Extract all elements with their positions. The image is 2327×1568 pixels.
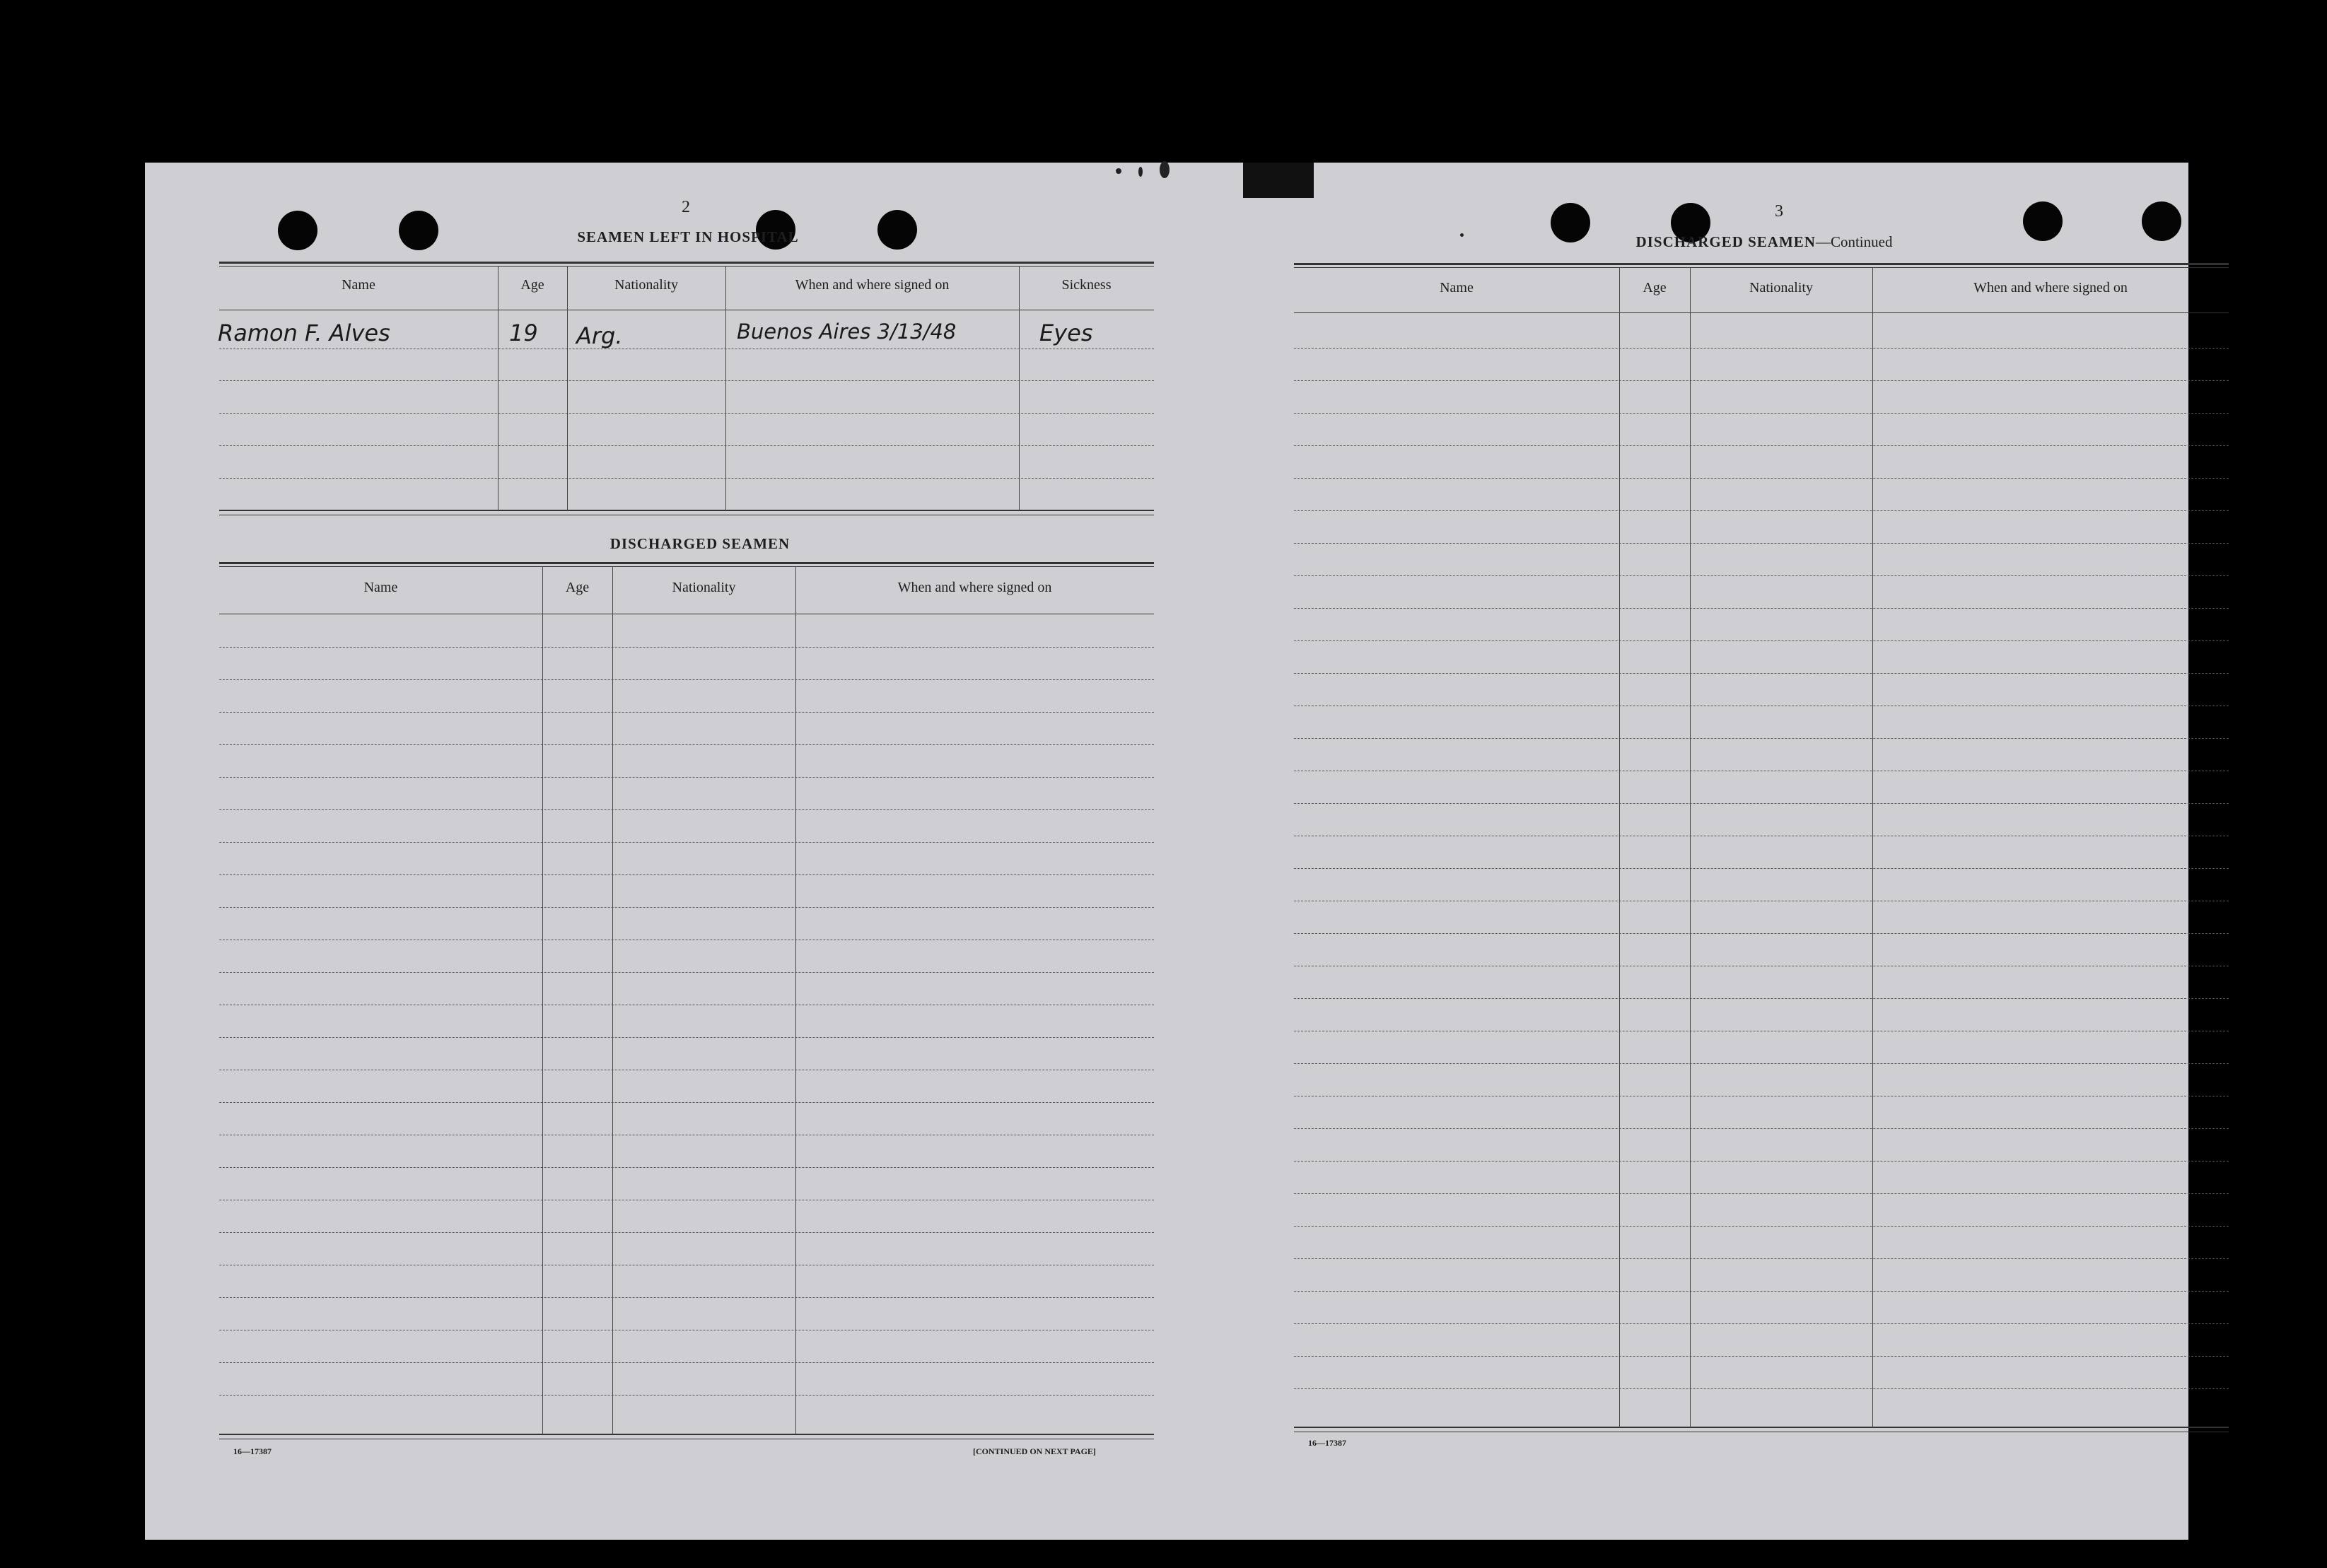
row-line [219, 777, 1154, 778]
column-header-age: Age [1643, 280, 1667, 296]
punch-hole [278, 211, 317, 250]
row-line [219, 907, 1154, 908]
row-line [219, 874, 1154, 875]
table-bottom-rule [219, 510, 1154, 511]
row-line [219, 1297, 1154, 1298]
column-divider [567, 266, 568, 510]
row-line [1294, 933, 2229, 934]
entry-name: Ramon F. Alves [218, 320, 390, 346]
column-divider [1619, 267, 1620, 1427]
column-divider [725, 266, 726, 510]
row-line [1294, 575, 2229, 576]
column-header-nationality: Nationality [614, 277, 678, 293]
table-top-rule [1294, 263, 2229, 265]
row-line [219, 445, 1154, 446]
row-line [219, 413, 1154, 414]
row-line [219, 842, 1154, 843]
row-line [219, 1395, 1154, 1396]
form-number-right: 16—17387 [1308, 1438, 1346, 1448]
table-bottom-rule [1294, 1427, 2229, 1428]
table-top-rule [219, 262, 1154, 264]
entry-age: 19 [509, 320, 538, 346]
row-line [1294, 1161, 2229, 1162]
page-number-left: 2 [682, 198, 690, 216]
column-header-name: Name [342, 277, 375, 293]
column-header-age: Age [520, 277, 544, 293]
table-top-rule [219, 562, 1154, 564]
ink-speck [1116, 168, 1121, 174]
punch-hole [2142, 201, 2181, 241]
row-line [219, 1167, 1154, 1168]
row-line [1294, 1128, 2229, 1129]
section-title-suffix: —Continued [1815, 233, 1893, 250]
column-header-signed-on: When and where signed on [897, 580, 1052, 595]
column-header-name: Name [363, 580, 398, 595]
row-line [1294, 1388, 2229, 1389]
table-bottom-rule [219, 1434, 1154, 1435]
row-line [1294, 1226, 2229, 1227]
column-divider [1690, 267, 1691, 1427]
column-divider [542, 566, 543, 1434]
column-header-nationality: Nationality [1749, 280, 1813, 296]
section-title-hospital: SEAMEN LEFT IN HOSPITAL [577, 228, 799, 245]
row-line [219, 1037, 1154, 1038]
section-title-discharged: DISCHARGED SEAMEN [610, 535, 791, 552]
ink-speck [1138, 167, 1143, 177]
row-line [1294, 543, 2229, 544]
row-line [1294, 445, 2229, 446]
column-divider [1019, 266, 1020, 510]
row-line [219, 744, 1154, 745]
row-line [219, 478, 1154, 479]
column-header-sickness: Sickness [1061, 277, 1112, 293]
ink-speck [1160, 161, 1170, 178]
section-title-main: DISCHARGED SEAMEN [1635, 233, 1816, 250]
row-line [1294, 673, 2229, 674]
punch-hole [2023, 201, 2063, 241]
row-line [219, 972, 1154, 973]
column-header-signed-on: When and where signed on [795, 277, 950, 293]
section-title-discharged-continued [1552, 233, 1976, 251]
row-line [1294, 640, 2229, 641]
row-line [1294, 348, 2229, 349]
row-line [219, 1232, 1154, 1233]
column-header-name: Name [1440, 280, 1474, 296]
row-line [1294, 868, 2229, 869]
header-rule [1294, 312, 2229, 313]
row-line [219, 1102, 1154, 1103]
row-line [1294, 413, 2229, 414]
row-line [1294, 998, 2229, 999]
page-number-right: 3 [1775, 202, 1783, 221]
page-gutter [1243, 163, 1314, 198]
row-line [1294, 1323, 2229, 1324]
row-line [1294, 478, 2229, 479]
row-line [219, 809, 1154, 810]
column-header-nationality: Nationality [672, 580, 736, 595]
column-divider [795, 566, 796, 1434]
row-line [219, 679, 1154, 680]
row-line [1294, 608, 2229, 609]
table-top-rule [219, 566, 1154, 567]
row-line [1294, 1291, 2229, 1292]
hospital-table [219, 262, 1154, 516]
row-line [219, 1362, 1154, 1363]
entry-nationality: Arg. [576, 322, 623, 349]
discharged-table-left [219, 562, 1154, 1442]
row-line [219, 380, 1154, 381]
row-line [1294, 1258, 2229, 1259]
row-line [1294, 803, 2229, 804]
ink-speck [1460, 233, 1464, 237]
row-line [1294, 380, 2229, 381]
column-divider [1872, 267, 1873, 1427]
column-divider [612, 566, 613, 1434]
table-top-rule [1294, 267, 2229, 268]
row-line [1294, 510, 2229, 511]
row-line [1294, 1193, 2229, 1194]
row-line [219, 647, 1154, 648]
column-header-signed-on: When and where signed on [1973, 280, 2128, 296]
row-line [1294, 1356, 2229, 1357]
table-top-rule [219, 266, 1154, 267]
form-number-left: 16—17387 [233, 1446, 272, 1456]
continued-note: [CONTINUED ON NEXT PAGE] [973, 1446, 1096, 1456]
punch-hole [399, 211, 438, 250]
row-line [219, 712, 1154, 713]
entry-signed-on: Buenos Aires 3/13/48 [737, 320, 957, 344]
discharged-table-right [1294, 263, 2229, 1437]
row-line [1294, 1063, 2229, 1064]
column-header-age: Age [565, 580, 590, 595]
row-line [1294, 738, 2229, 739]
entry-sickness: Eyes [1039, 320, 1093, 346]
